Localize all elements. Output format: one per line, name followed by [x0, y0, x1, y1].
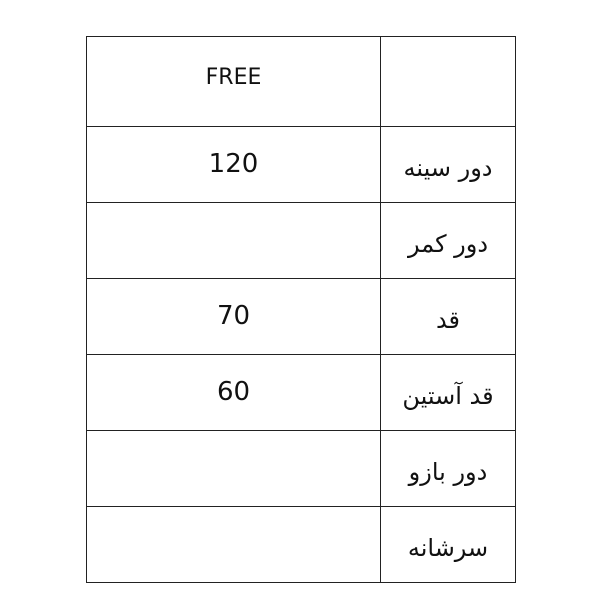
length-label: قد — [435, 305, 461, 334]
length-value: 70 — [216, 301, 251, 331]
sleeve-value: 60 — [216, 377, 251, 407]
shoulder-label: سرشانه — [407, 533, 489, 562]
table-row — [87, 127, 516, 203]
chest-label: دور سینه — [403, 153, 493, 182]
label-cell — [381, 355, 516, 431]
label-cell — [381, 203, 516, 279]
table-row — [87, 431, 516, 507]
waist-label: دور کمر — [407, 229, 489, 258]
size-header: FREE — [205, 65, 262, 90]
table-row — [87, 203, 516, 279]
chest-value: 120 — [208, 149, 259, 179]
value-cell — [87, 431, 381, 507]
value-cell — [87, 203, 381, 279]
value-cell — [87, 127, 381, 203]
label-cell — [381, 507, 516, 583]
corner-cell — [381, 37, 516, 127]
table-row — [87, 279, 516, 355]
label-cell — [381, 279, 516, 355]
label-cell — [381, 127, 516, 203]
sleeve-label: قد آستین — [402, 381, 494, 410]
table-row — [87, 507, 516, 583]
label-cell — [381, 431, 516, 507]
value-cell — [87, 279, 381, 355]
size-chart-table — [86, 36, 516, 583]
table-header-row — [87, 37, 516, 127]
arm-label: دور بازو — [408, 457, 488, 486]
size-header-cell — [87, 37, 381, 127]
table-row — [87, 355, 516, 431]
value-cell — [87, 507, 381, 583]
value-cell — [87, 355, 381, 431]
